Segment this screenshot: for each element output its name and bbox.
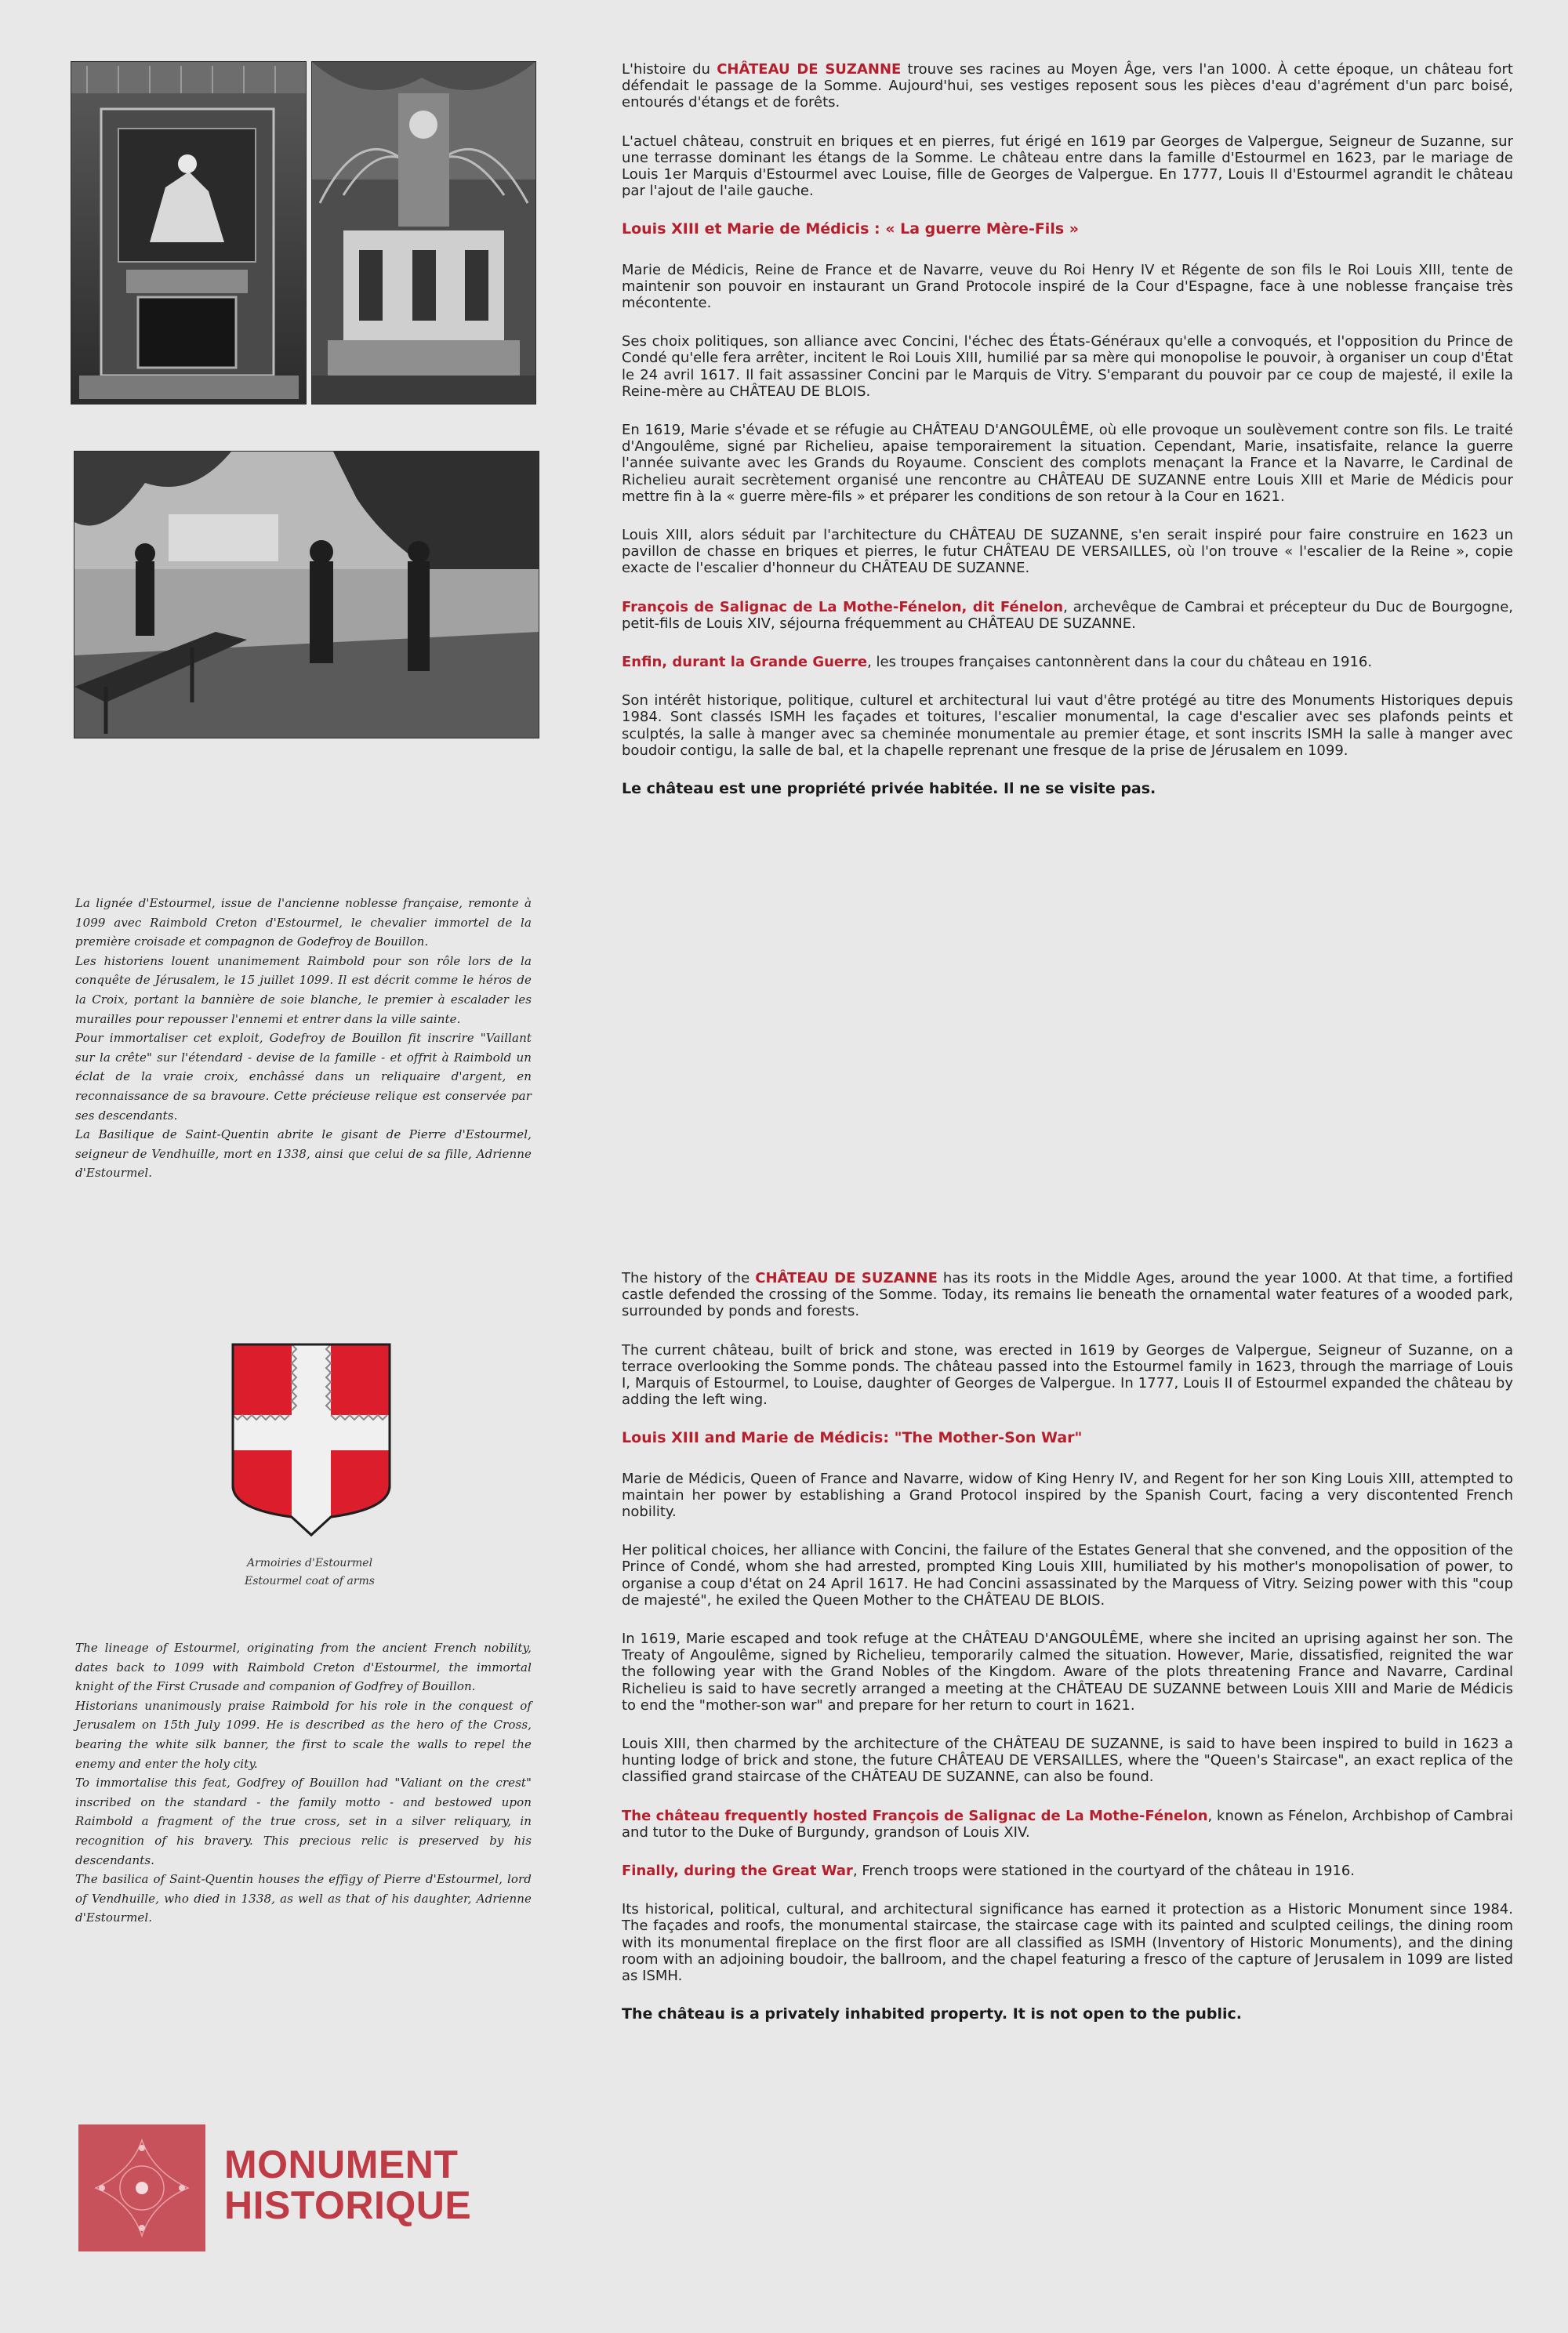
monument-historique-logo-text [224,2144,471,2226]
note-en-paragraph: The basilica of Saint-Quentin houses the effigy of Pierre d'Estourmel, lord of Vendhuille, who died in 1338, as well as that of his daughter, Adrienne d'Estourmel. [75,1872,532,1925]
fr-protection-paragraph: Son intérêt historique, politique, culturel et architectural lui vaut d'être protégé au titre des Monuments Historiques depuis 1984. Sont classés ISMH les façades et toitures, l'escalier monumental, la cage d'escalier avec ses plafonds peints et sculptés, la salle à manger avec sa cheminée monumentale au premier étage, et sont inscrits ISMH la salle à manger avec boudoir contigu, la salle de bal, et la chapelle reprenant une fresque de la prise de Jérusalem en 1099. [622,692,1513,759]
en-marie-paragraph: Marie de Médicis, Queen of France and Navarre, widow of King Henry IV, and Regent for her son King Louis XIII, attempted to maintain her power by establishing a Grand Protocol inspired by the Spanish Court, facing a very discontented French nobility. [622,1470,1513,1521]
en-versailles-paragraph: Louis XIII, then charmed by the architecture of the CHÂTEAU DE SUZANNE, is said to have been inspired to build in 1623 a hunting lodge of brick and stone, the future CHÂTEAU DE VERSAILLES, where the "Queen's Staircase", an exact replica of the classified grand staircase of the CHÂTEAU DE SUZANNE, can also be found. [622,1736,1513,1786]
en-intro-highlight: CHÂTEAU DE SUZANNE [755,1270,938,1286]
en-intro-text-end: has its roots in the Middle Ages, around the year 1000. At that time, a fortified castle defended the crossing of the Somme. Today, its remains lie beneath the ornamental water features of a wooded park, surrounded by ponds and forests. [622,1270,1513,1320]
monument-historique-logo-icon [78,2124,205,2251]
en-intro-text: The history of the [622,1270,756,1286]
fr-fenelon-paragraph [622,599,1513,632]
note-fr-paragraph: Pour immortaliser cet exploit, Godefroy de Bouillon fit inscrire "Vaillant sur la crête" sur l'étendard - devise de la famille - et offrit à Raimbold un éclat de la vraie croix, enchâssé dans un reliquaire d'argent, en reconnaissance de sa bravoure. Cette précieuse relique est conservée par ses descendants. [75,1031,532,1123]
en-protection-paragraph: Its historical, political, cultural, and architectural significance has earned it protection as a Historic Monument since 1984. The façades and roofs, the monumental staircase, the staircase cage with its painted and sculpted ceilings, the dining room with its monumental fireplace on the first floor are all classified as ISMH (Inventory of Historic Monuments), and the dining room with an adjoining boudoir, the ballroom, and the chapel featuring a fresco of the capture of Jerusalem in 1099 are listed as ISMH. [622,1901,1513,1985]
fr-intro-text-end: trouve ses racines au Moyen Âge, vers l'an 1000. À cette époque, un château fort défendait le passage de la Somme. Aujourd'hui, ses vestiges reposent sous les pièces d'eau d'agrément d'un parc boisé, entourés d'étangs et de forêts. [622,61,1513,111]
coat-of-arms-caption-fr: Armoiries d'Estourmel [246,1557,373,1569]
en-fenelon-text: , known as Fénelon, Archbishop of Cambrai and tutor to the Duke of Burgundy, grandson of Louis XIV. [622,1807,1513,1841]
en-intro-paragraph [622,1270,1513,1320]
photo-river-icon [74,451,539,738]
fr-intro-paragraph [622,61,1513,111]
photo-monument-icon [71,61,307,405]
en-politics-paragraph: Her political choices, her alliance with Concini, the failure of the Estates General that she convened, and the opposition of the Prince of Condé, whom she had arrested, prompted King Louis XIII, humiliated by his mother's monopolisation of power, to organise a coup d'état on 24 April 1617. He had Concini assassinated by the Marquess of Vitry. Seizing power with this "coup de majesté", he exiled the Queen Mother to the CHÂTEAU DE BLOIS. [622,1542,1513,1609]
note-fr-paragraph: Les historiens louent unanimement Raimbold pour son rôle lors de la conquête de Jérusalem, le 15 juillet 1099. Il est décrit comme le héros de la Croix, portant la bannière de soie blanche, le premier à escalader les murailles pour repousser l'ennemi et entrer dans la ville sainte. [75,953,532,1026]
note-en-paragraph: To immortalise this feat, Godfrey of Bouillon had "Valiant on the crest" inscribed on the standard - the family motto - and bestowed upon Raimbold a fragment of the true cross, set in a silver reliquary, in recognition of his bravery. This precious relic is preserved by his descendants. [75,1776,532,1867]
note-en-paragraph: Historians unanimously praise Raimbold for his role in the conquest of Jerusalem on 15th July 1099. He is described as the hero of the Cross, bearing the white silk banner, the first to scale the walls to repel the enemy and enter the holy city. [75,1698,532,1771]
fr-war-paragraph [622,654,1513,670]
estourmel-note-fr [75,894,532,1183]
en-fenelon-highlight: The château frequently hosted François de Salignac de La Mothe-Fénelon [622,1807,1208,1824]
en-current-chateau-paragraph: The current château, built of brick and stone, was erected in 1619 by Georges de Valpergue, Seigneur of Suzanne, on a terrace overlooking the Somme ponds. The château passed into the Estourmel family in 1623, through the marriage of Louis I, Marquis of Estourmel, to Louise, daughter of Georges de Valpergue. In 1777, Louis II of Estourmel expanded the château by adding the left wing. [622,1341,1513,1409]
history-column-fr [622,61,1513,819]
en-war-paragraph [622,1863,1513,1879]
fr-politics-paragraph: Ses choix politiques, son alliance avec Concini, l'échec des États-Généraux qu'elle a convoqués, et l'opposition du Prince de Condé qu'elle fera arrêter, incitent le Roi Louis XIII, humilié par sa mère qui monopolise le pouvoir, à organiser un coup d'État le 24 avril 1617. Il fait assassiner Concini par le Marquis de Vitry. S'emparant du pouvoir par ce coup de majesté, il exile la Reine-mère au CHÂTEAU DE BLOIS. [622,333,1513,400]
en-escape-paragraph: In 1619, Marie escaped and took refuge at the CHÂTEAU D'ANGOULÊME, where she incited an uprising against her son. The Treaty of Angoulême, signed by Richelieu, temporarily calmed the situation. However, Marie, dissatisfied, reignited the war the following year with the Grand Nobles of the Kingdom. Aware of the plots threatening France and Navarre, Cardinal Richelieu is said to have secretly arranged a meeting at the CHÂTEAU DE SUZANNE between Louis XIII and Marie de Médicis to end the "mother-son war" and prepare for her return to court in 1621. [622,1631,1513,1714]
fr-intro-highlight: CHÂTEAU DE SUZANNE [717,61,902,78]
fr-section-heading: Louis XIII et Marie de Médicis : « La guerre Mère-Fils » [622,220,1080,238]
fr-escape-paragraph: En 1619, Marie s'évade et se réfugie au CHÂTEAU D'ANGOULÊME, où elle provoque un soulèvement contre son fils. Le traité d'Angoulême, signé par Richelieu, apaise temporairement la situation. Cependant, Marie, insatisfaite, relance la guerre l'année suivante avec les Grands du Royaume. Conscient des complots menaçant la France et la Navarre, le Cardinal de Richelieu aurait secrètement organisé une rencontre au CHÂTEAU DE SUZANNE entre Louis XIII et Marie de Médicis pour mettre fin à la « guerre mère-fils » et préparer les conditions de son retour à la Cour en 1621. [622,422,1513,505]
en-war-text: , French troops were stationed in the courtyard of the château in 1916. [852,1863,1356,1880]
en-section-heading: Louis XIII and Marie de Médicis: "The Mother-Son War" [622,1429,1083,1447]
photo-chapel-icon [311,61,536,405]
fr-intro-text: L'histoire du [622,61,717,78]
logo-line-2: HISTORIQUE [224,2183,472,2227]
coat-of-arms-icon [229,1341,394,1537]
fr-marie-paragraph: Marie de Médicis, Reine de France et de Navarre, veuve du Roi Henry IV et Régente de son fils le Roi Louis XIII, tente de maintenir son pouvoir en instaurant un Grand Protocole inspiré de la Cour d'Espagne, face à une noblesse française très mécontente. [622,261,1513,312]
fr-closing-note: Le château est une propriété privée habitée. Il ne se visite pas. [622,780,1156,798]
en-closing-note: The château is a privately inhabited property. It is not open to the public. [622,2005,1242,2023]
fr-war-text: , les troupes françaises cantonnèrent dans la cour du château en 1916. [867,654,1373,671]
note-en-paragraph: The lineage of Estourmel, originating from the ancient French nobility, dates back to 1099 with Raimbold Creton d'Estourmel, the immortal knight of the First Crusade and companion of Godfrey of Bouillon. [75,1641,532,1694]
fr-current-chateau-paragraph: L'actuel château, construit en briques et en pierres, fut érigé en 1619 par Georges de Valpergue, Seigneur de Suzanne, sur une terrasse dominant les étangs de la Somme. Le château entre dans la famille d'Estourmel en 1623, par le mariage de Louis 1er Marquis d'Estourmel avec Louise, fille de Georges de Valpergue. En 1777, Louis II d'Estourmel agrandit le château par l'ajout de l'aile gauche. [622,132,1513,200]
history-column-en [622,1270,1513,2045]
coat-of-arms-caption-en: Estourmel coat of arms [245,1575,375,1587]
estourmel-note-en [75,1638,532,1928]
fr-versailles-paragraph: Louis XIII, alors séduit par l'architecture du CHÂTEAU DE SUZANNE, s'en serait inspiré pour faire construire en 1623 un pavillon de chasse en briques et pierres, le futur CHÂTEAU DE VERSAILLES, où l'on trouve « l'escalier de la Reine », copie exacte de l'escalier d'honneur du CHÂTEAU DE SUZANNE. [622,527,1513,577]
logo-line-1: MONUMENT [224,2143,459,2186]
en-fenelon-paragraph [622,1808,1513,1841]
fr-fenelon-highlight: François de Salignac de La Mothe-Fénelon, dit Fénelon [622,598,1064,615]
fr-war-highlight: Enfin, durant la Grande Guerre [622,654,868,671]
en-war-highlight: Finally, during the Great War [622,1863,853,1880]
fr-fenelon-text: , archevêque de Cambrai et précepteur du Duc de Bourgogne, petit-fils de Louis XIV, séjourna fréquemment au CHÂTEAU DE SUZANNE. [622,598,1513,632]
note-fr-paragraph: La Basilique de Saint-Quentin abrite le gisant de Pierre d'Estourmel, seigneur de Vendhuille, mort en 1338, ainsi que celui de sa fille, Adrienne d'Estourmel. [75,1127,532,1181]
note-fr-paragraph: La lignée d'Estourmel, issue de l'ancienne noblesse française, remonte à 1099 avec Raimbold Creton d'Estourmel, le chevalier immortel de la première croisade et compagnon de Godefroy de Bouillon. [75,896,532,949]
